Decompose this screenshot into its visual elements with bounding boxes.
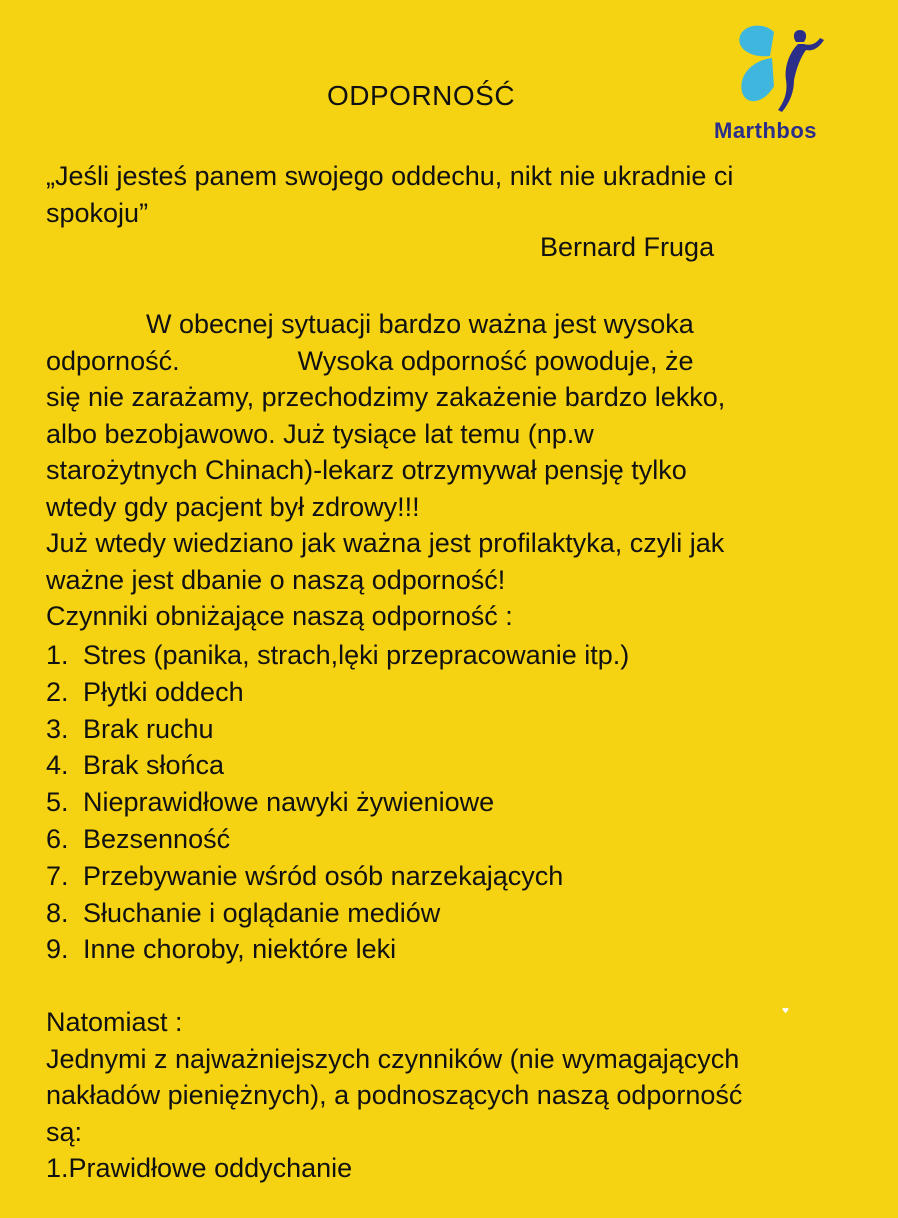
paragraph-line: albo bezobjawowo. Już tysiące lat temu (np.w — [46, 418, 594, 449]
paragraph-line: Już wtedy wiedziano jak ważna jest profilaktyka, czyli jak — [46, 528, 725, 558]
list-item: 2. Płytki oddech — [46, 676, 244, 707]
quote-line: „Jeśli jesteś panem swojego oddechu, nikt nie ukradnie ci — [46, 161, 734, 191]
paragraph-line: ważne jest dbanie o naszą odporność! — [46, 564, 506, 595]
list-item: 5. Nieprawidłowe nawyki żywieniowe — [46, 787, 495, 818]
logo-text: Marthbos — [714, 118, 817, 143]
closing-line: nakładów pieniężnych), a podnoszących naszą odporność — [46, 1080, 743, 1110]
list-item: 3. Brak ruchu — [46, 713, 214, 744]
paragraph-line: się nie zarażamy, przechodzimy zakażenie bardzo lekko, — [46, 382, 726, 412]
closing-line: są: — [46, 1116, 83, 1147]
closing-line: 1.Prawidłowe oddychanie — [46, 1153, 353, 1183]
paragraph-line: Czynniki obniżające naszą odporność : — [46, 601, 513, 631]
paragraph-line: W obecnej sytuacji bardzo ważna jest wysoka — [146, 309, 694, 339]
list-item: 7. Przebywanie wśród osób narzekających — [46, 860, 564, 891]
page-title: ODPORNOŚĆ — [327, 80, 516, 111]
quote — [46, 158, 846, 231]
list-item: 4. Brak słońca — [46, 750, 225, 781]
intro-paragraph — [46, 306, 846, 635]
brand-logo — [712, 22, 852, 146]
list-item: 6. Bezsenność — [46, 823, 231, 854]
list-item: 9. Inne choroby, niektóre leki — [46, 934, 397, 965]
paragraph-line: odporność. Wysoka odporność powoduje, że — [46, 345, 694, 376]
butterfly-woman-icon — [734, 22, 834, 114]
list-item: 8. Słuchanie i oglądanie mediów — [46, 897, 441, 928]
closing-section — [46, 1004, 846, 1187]
factors-list — [46, 637, 629, 968]
paragraph-line: starożytnych Chinach)-lekarz otrzymywał pensję tylko — [46, 455, 687, 485]
quote-author: Bernard Fruga — [540, 232, 715, 262]
list-item: 1. Stres (panika, strach,lęki przepracowanie itp.) — [46, 640, 630, 670]
closing-line: Jednymi z najważniejszych czynników (nie wymagających — [46, 1043, 740, 1074]
quote-line: spokoju” — [46, 197, 149, 228]
paragraph-line: wtedy gdy pacjent był zdrowy!!! — [46, 491, 420, 522]
closing-line: Natomiast : — [46, 1007, 183, 1037]
